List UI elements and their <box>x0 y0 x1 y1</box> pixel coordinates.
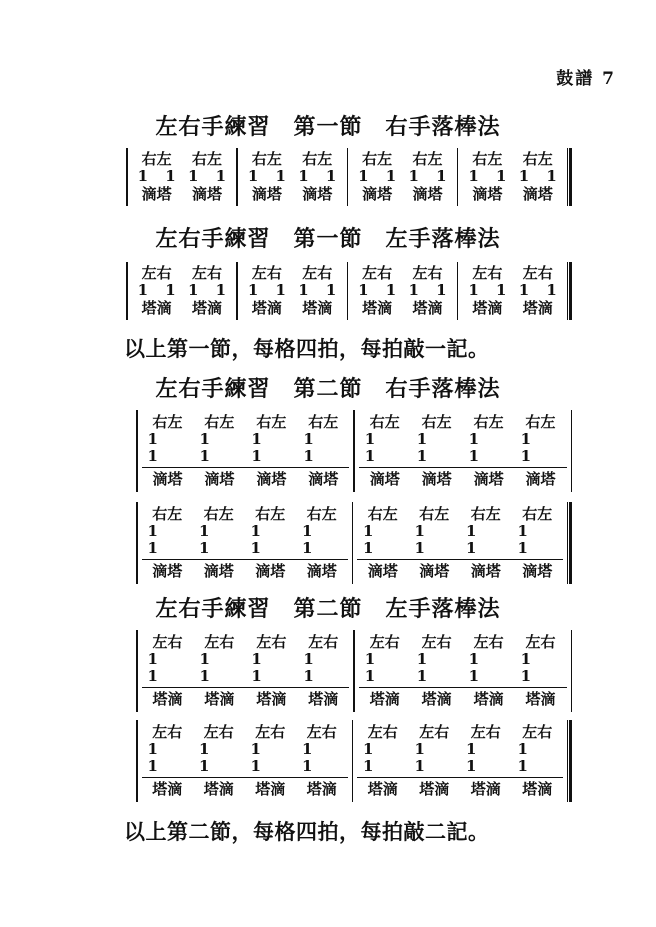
beat <box>142 414 194 489</box>
beat <box>515 414 567 489</box>
measure <box>128 148 237 206</box>
beat <box>460 506 512 581</box>
beat-digits: 1 1 <box>409 741 461 779</box>
syllable-label: 滴塔 <box>419 562 450 581</box>
section-title-3: 左右手練習 第二節 右手落棒法 <box>155 376 501 402</box>
page-header: 鼓譜 7 <box>556 69 616 89</box>
beat-digits: 1 1 <box>515 651 567 689</box>
beat <box>142 506 194 581</box>
beat-digits: 1 1 <box>245 523 297 561</box>
staff-4b <box>136 720 572 802</box>
beat <box>512 724 564 799</box>
hand-label: 右左 <box>192 150 223 169</box>
beat <box>193 414 245 489</box>
staff-4a <box>136 630 572 712</box>
beat-digits: 1 1 <box>193 651 245 689</box>
beat-digits: 1 1 <box>409 523 461 561</box>
hand-label: 右左 <box>473 412 504 431</box>
beat-digits: 1 1 <box>137 167 182 186</box>
beat-digits: 1 1 <box>357 741 409 779</box>
hand-label: 左右 <box>525 632 556 651</box>
hand-label: 左右 <box>369 632 400 651</box>
hand-label: 右左 <box>152 504 183 523</box>
beat <box>132 151 182 203</box>
beat-digits: 1 1 <box>298 167 343 186</box>
beat <box>463 634 515 709</box>
measure <box>128 262 237 320</box>
note-2: 以上第二節，每格四拍，每拍敲二記。 <box>124 819 490 844</box>
syllable-label: 塔滴 <box>204 690 235 709</box>
hand-label: 左右 <box>522 722 553 741</box>
beat <box>132 265 182 317</box>
staff-1 <box>126 148 572 206</box>
beat-digits: 1 1 <box>468 167 513 186</box>
beat-digits: 1 1 <box>193 523 245 561</box>
measure <box>353 720 567 802</box>
beat <box>245 634 297 709</box>
beat <box>462 265 512 317</box>
final-barline <box>567 720 572 802</box>
hand-label: 左右 <box>306 722 337 741</box>
beat-digits: 1 1 <box>460 523 512 561</box>
syllable-label: 滴塔 <box>525 470 556 489</box>
syllable-label: 塔滴 <box>306 780 337 799</box>
beat-digits: 1 1 <box>408 281 453 300</box>
staff-2 <box>126 262 572 320</box>
beat-digits: 1 1 <box>297 431 349 469</box>
measure <box>138 502 352 584</box>
beat <box>193 634 245 709</box>
beat <box>292 151 342 203</box>
syllable-label: 塔滴 <box>522 780 553 799</box>
hand-label: 左右 <box>152 632 183 651</box>
beat-digits: 1 1 <box>142 741 194 779</box>
syllable-label: 滴塔 <box>369 470 400 489</box>
hand-label: 左右 <box>367 722 398 741</box>
syllable-label: 滴塔 <box>256 470 287 489</box>
hand-label: 右左 <box>362 150 393 169</box>
beat <box>357 506 409 581</box>
staff-3b <box>136 502 572 584</box>
hand-label: 右左 <box>251 150 282 169</box>
beat <box>245 506 297 581</box>
beat <box>245 724 297 799</box>
beat-digits: 1 1 <box>296 741 348 779</box>
beat <box>403 151 453 203</box>
barline <box>571 410 573 492</box>
hand-label: 左右 <box>255 722 286 741</box>
beat <box>182 151 232 203</box>
beat-digits: 1 1 <box>357 523 409 561</box>
beat-digits: 1 1 <box>298 281 343 300</box>
beat-digits: 1 1 <box>245 651 297 689</box>
hand-label: 右左 <box>255 504 286 523</box>
syllable-label: 塔滴 <box>525 690 556 709</box>
beat-digits: 1 1 <box>188 281 233 300</box>
measure <box>238 148 347 206</box>
beat <box>359 414 411 489</box>
beat-digits: 1 1 <box>408 167 453 186</box>
hand-label: 右左 <box>522 150 553 169</box>
hand-label: 右左 <box>204 412 235 431</box>
beat <box>296 506 348 581</box>
beat <box>460 724 512 799</box>
beat-digits: 1 1 <box>512 523 564 561</box>
beat-digits: 1 1 <box>460 741 512 779</box>
measure <box>348 262 457 320</box>
syllable-label: 塔滴 <box>251 298 282 317</box>
beat <box>512 506 564 581</box>
staff-3a <box>136 410 572 492</box>
hand-label: 右左 <box>522 504 553 523</box>
final-barline <box>567 262 572 320</box>
beat-digits: 1 1 <box>411 431 463 469</box>
beat <box>296 724 348 799</box>
measure <box>355 630 571 712</box>
syllable-label: 塔滴 <box>362 298 393 317</box>
beat-digits: 1 1 <box>296 523 348 561</box>
beat-digits: 1 1 <box>518 167 563 186</box>
hand-label: 左右 <box>251 264 282 283</box>
hand-label: 左右 <box>362 264 393 283</box>
beat-digits: 1 1 <box>247 281 292 300</box>
final-barline <box>567 148 572 206</box>
syllable-label: 塔滴 <box>256 690 287 709</box>
beat <box>242 265 292 317</box>
beat-digits: 1 1 <box>188 167 233 186</box>
syllable-label: 塔滴 <box>302 298 333 317</box>
syllable-label: 塔滴 <box>470 780 501 799</box>
syllable-label: 塔滴 <box>522 298 553 317</box>
beat <box>182 265 232 317</box>
beat <box>352 151 402 203</box>
hand-label: 右左 <box>412 150 443 169</box>
beat-digits: 1 1 <box>468 281 513 300</box>
syllable-label: 滴塔 <box>251 184 282 203</box>
beat-digits: 1 1 <box>142 431 194 469</box>
beat-digits: 1 1 <box>463 651 515 689</box>
measure <box>138 410 354 492</box>
hand-label: 右左 <box>203 504 234 523</box>
measure <box>348 148 457 206</box>
beat-digits: 1 1 <box>518 281 563 300</box>
hand-label: 左右 <box>470 722 501 741</box>
beat-digits: 1 1 <box>463 431 515 469</box>
beat <box>513 265 563 317</box>
syllable-label: 滴塔 <box>141 184 172 203</box>
hand-label: 右左 <box>256 412 287 431</box>
beat <box>409 506 461 581</box>
hand-label: 右左 <box>141 150 172 169</box>
syllable-label: 滴塔 <box>152 562 183 581</box>
hand-label: 左右 <box>152 722 183 741</box>
beat <box>515 634 567 709</box>
beat-digits: 1 1 <box>193 741 245 779</box>
beat <box>359 634 411 709</box>
syllable-label: 滴塔 <box>367 562 398 581</box>
hand-label: 左右 <box>419 722 450 741</box>
syllable-label: 塔滴 <box>203 780 234 799</box>
hand-label: 左右 <box>141 264 172 283</box>
beat <box>463 414 515 489</box>
hand-label: 右左 <box>367 504 398 523</box>
measure <box>355 410 571 492</box>
measure <box>138 720 352 802</box>
hand-label: 左右 <box>472 264 503 283</box>
syllable-label: 滴塔 <box>412 184 443 203</box>
syllable-label: 滴塔 <box>204 470 235 489</box>
hand-label: 右左 <box>308 412 339 431</box>
syllable-label: 滴塔 <box>203 562 234 581</box>
hand-label: 左右 <box>302 264 333 283</box>
beat <box>193 506 245 581</box>
hand-label: 左右 <box>308 632 339 651</box>
hand-label: 左右 <box>473 632 504 651</box>
hand-label: 右左 <box>525 412 556 431</box>
syllable-label: 滴塔 <box>152 470 183 489</box>
syllable-label: 塔滴 <box>369 690 400 709</box>
measure <box>138 630 354 712</box>
beat-digits: 1 1 <box>411 651 463 689</box>
syllable-label: 滴塔 <box>472 184 503 203</box>
beat <box>411 634 463 709</box>
beat <box>242 151 292 203</box>
beat-digits: 1 1 <box>245 741 297 779</box>
hand-label: 右左 <box>152 412 183 431</box>
syllable-label: 滴塔 <box>470 562 501 581</box>
measure <box>238 262 347 320</box>
beat-digits: 1 1 <box>359 651 411 689</box>
hand-label: 左右 <box>522 264 553 283</box>
measure <box>353 502 567 584</box>
beat <box>245 414 297 489</box>
beat-digits: 1 1 <box>193 431 245 469</box>
syllable-label: 滴塔 <box>306 562 337 581</box>
beat <box>411 414 463 489</box>
hand-label: 左右 <box>412 264 443 283</box>
beat-digits: 1 1 <box>515 431 567 469</box>
beat <box>409 724 461 799</box>
beat <box>297 414 349 489</box>
syllable-label: 塔滴 <box>472 298 503 317</box>
hand-label: 左右 <box>192 264 223 283</box>
syllable-label: 滴塔 <box>522 562 553 581</box>
beat <box>142 634 194 709</box>
beat <box>403 265 453 317</box>
beat-digits: 1 1 <box>358 167 403 186</box>
beat <box>142 724 194 799</box>
final-barline <box>567 502 572 584</box>
beat-digits: 1 1 <box>142 651 194 689</box>
beat <box>357 724 409 799</box>
section-title-1: 左右手練習 第一節 右手落棒法 <box>155 114 501 140</box>
syllable-label: 塔滴 <box>421 690 452 709</box>
beat-digits: 1 1 <box>297 651 349 689</box>
syllable-label: 塔滴 <box>308 690 339 709</box>
beat-digits: 1 1 <box>137 281 182 300</box>
beat-digits: 1 1 <box>247 167 292 186</box>
measure <box>458 148 567 206</box>
barline <box>571 630 573 712</box>
beat-digits: 1 1 <box>359 431 411 469</box>
syllable-label: 塔滴 <box>152 690 183 709</box>
syllable-label: 塔滴 <box>367 780 398 799</box>
syllable-label: 塔滴 <box>473 690 504 709</box>
hand-label: 左右 <box>203 722 234 741</box>
syllable-label: 滴塔 <box>308 470 339 489</box>
measure <box>458 262 567 320</box>
section-title-4: 左右手練習 第二節 左手落棒法 <box>155 596 501 622</box>
hand-label: 左右 <box>256 632 287 651</box>
syllable-label: 塔滴 <box>152 780 183 799</box>
hand-label: 右左 <box>419 504 450 523</box>
syllable-label: 滴塔 <box>473 470 504 489</box>
beat-digits: 1 1 <box>358 281 403 300</box>
beat <box>352 265 402 317</box>
hand-label: 右左 <box>306 504 337 523</box>
hand-label: 右左 <box>470 504 501 523</box>
syllable-label: 塔滴 <box>141 298 172 317</box>
section-title-2: 左右手練習 第一節 左手落棒法 <box>155 226 501 252</box>
syllable-label: 塔滴 <box>192 298 223 317</box>
beat <box>292 265 342 317</box>
syllable-label: 塔滴 <box>412 298 443 317</box>
syllable-label: 滴塔 <box>192 184 223 203</box>
hand-label: 左右 <box>204 632 235 651</box>
beat-digits: 1 1 <box>245 431 297 469</box>
beat <box>513 151 563 203</box>
beat <box>297 634 349 709</box>
syllable-label: 滴塔 <box>302 184 333 203</box>
beat-digits: 1 1 <box>512 741 564 779</box>
syllable-label: 塔滴 <box>419 780 450 799</box>
hand-label: 左右 <box>421 632 452 651</box>
syllable-label: 滴塔 <box>362 184 393 203</box>
note-1: 以上第一節，每格四拍，每拍敲一記。 <box>124 336 490 361</box>
hand-label: 右左 <box>421 412 452 431</box>
syllable-label: 滴塔 <box>522 184 553 203</box>
hand-label: 右左 <box>472 150 503 169</box>
hand-label: 右左 <box>369 412 400 431</box>
beat <box>462 151 512 203</box>
syllable-label: 滴塔 <box>421 470 452 489</box>
beat-digits: 1 1 <box>142 523 194 561</box>
syllable-label: 塔滴 <box>255 780 286 799</box>
syllable-label: 滴塔 <box>255 562 286 581</box>
hand-label: 右左 <box>302 150 333 169</box>
beat <box>193 724 245 799</box>
